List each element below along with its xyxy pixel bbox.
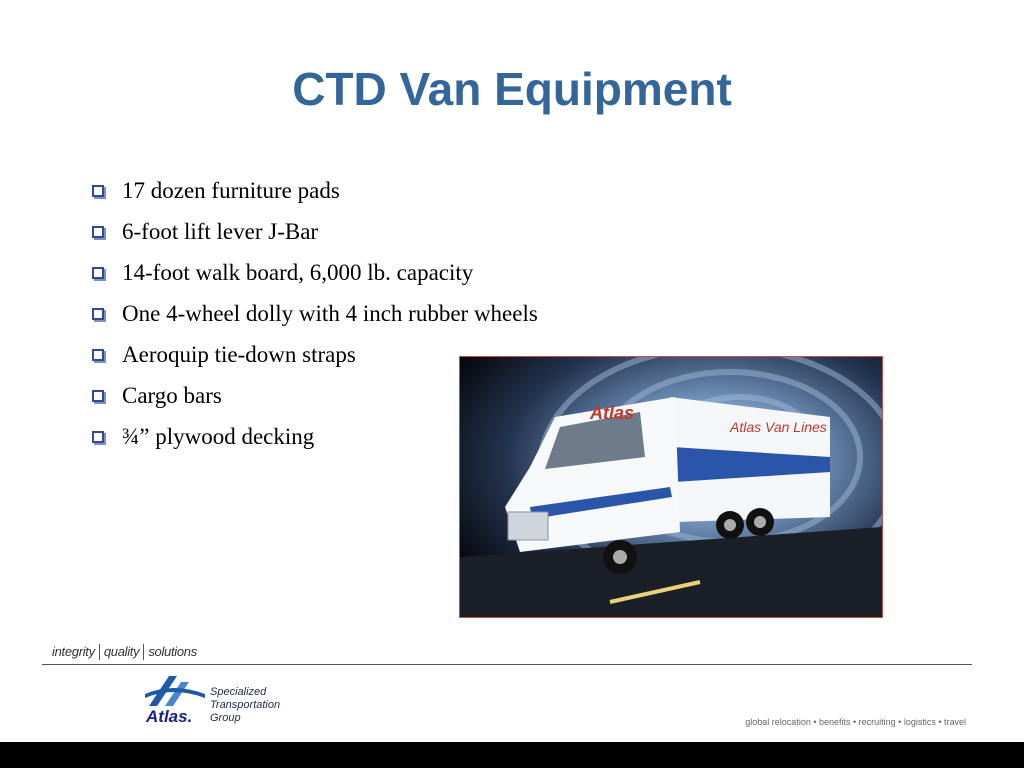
checkbox-bullet-icon xyxy=(92,226,104,238)
trailer-brand-text: Atlas Van Lines xyxy=(730,419,827,435)
bullet-item xyxy=(92,211,538,252)
checkbox-bullet-icon xyxy=(92,185,104,197)
checkbox-bullet-icon xyxy=(92,349,104,361)
bullet-text: Aeroquip tie-down straps xyxy=(122,341,356,367)
tagline-divider xyxy=(99,644,100,660)
footer-bar xyxy=(0,742,1024,768)
checkbox-bullet-icon xyxy=(92,431,104,443)
footer-divider xyxy=(42,664,972,665)
bullet-item xyxy=(92,170,538,211)
checkbox-bullet-icon xyxy=(92,308,104,320)
logo-line-transportation: Transportation xyxy=(210,699,281,711)
logo-line-group: Group xyxy=(210,712,241,724)
tagline-solutions: solutions xyxy=(148,644,197,659)
cab-brand-text: Atlas xyxy=(590,403,635,423)
checkbox-bullet-icon xyxy=(92,390,104,402)
bullet-text: 14-foot walk board, 6,000 lb. capacity xyxy=(122,259,474,285)
bullet-text: ¾” plywood decking xyxy=(122,423,315,449)
logo-line-specialized: Specialized xyxy=(210,686,267,698)
bullet-text: Cargo bars xyxy=(122,382,222,408)
logo-brand: Atlas. xyxy=(146,707,193,726)
atlas-logo-icon xyxy=(143,672,207,710)
truck-photo xyxy=(459,356,883,618)
bullet-text: 17 dozen furniture pads xyxy=(122,177,340,203)
bullet-item xyxy=(92,252,538,293)
slide-title: CTD Van Equipment xyxy=(292,63,732,115)
logo-group-name xyxy=(210,686,280,725)
bullet-text: 6-foot lift lever J-Bar xyxy=(122,218,319,244)
bullet-item xyxy=(92,293,538,334)
footer-tagline xyxy=(52,644,197,660)
checkbox-bullet-icon xyxy=(92,267,104,279)
tagline-divider xyxy=(143,644,144,660)
tagline-integrity: integrity xyxy=(52,644,95,659)
bullet-text: One 4-wheel dolly with 4 inch rubber wheels xyxy=(122,300,538,326)
tagline-quality: quality xyxy=(103,644,140,659)
footer-services: global relocation • benefits • recruiting • logistics • travel xyxy=(745,717,966,727)
truck-illustration xyxy=(460,357,882,617)
